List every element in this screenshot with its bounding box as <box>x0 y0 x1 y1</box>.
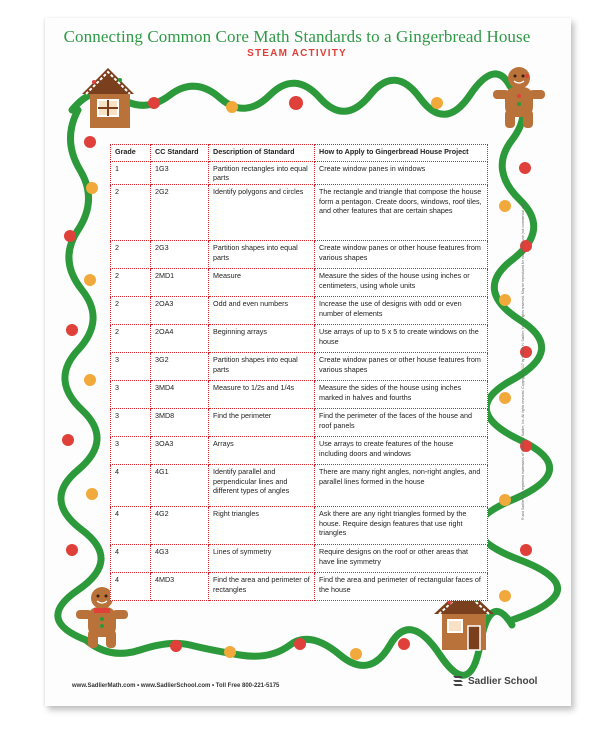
description-cell: Arrays <box>209 437 315 465</box>
standard-cell: 3MD4 <box>151 381 209 409</box>
table-row <box>111 465 488 507</box>
application-cell: Create window panes or other house features from various shapes <box>315 241 488 269</box>
grade-cell: 3 <box>111 437 151 465</box>
column-header-description: Description of Standard <box>209 145 315 162</box>
standard-cell: 4G3 <box>151 545 209 573</box>
grade-cell: 2 <box>111 297 151 325</box>
grade-cell: 3 <box>111 353 151 381</box>
standard-cell: 2OA4 <box>151 325 209 353</box>
sadlier-logo-icon <box>452 674 464 688</box>
application-cell: The rectangle and triangle that compose the house form a pentagon. Create doors, windows, roof tiles, and other features that are certain shapes <box>315 185 488 241</box>
application-cell: Use arrays of up to 5 x 5 to create windows on the house <box>315 325 488 353</box>
table-row <box>111 353 488 381</box>
description-cell: Find the area and perimeter of rectangles <box>209 573 315 601</box>
application-cell: Use arrays to create features of the house including doors and windows <box>315 437 488 465</box>
standard-cell: 3G2 <box>151 353 209 381</box>
standard-cell: 4MD3 <box>151 573 209 601</box>
table-row <box>111 381 488 409</box>
description-cell: Identify polygons and circles <box>209 185 315 241</box>
application-cell: Measure the sides of the house using inches marked in halves and fourths <box>315 381 488 409</box>
standard-cell: 4G2 <box>151 507 209 545</box>
grade-cell: 2 <box>111 325 151 353</box>
grade-cell: 4 <box>111 545 151 573</box>
standard-cell: 3OA3 <box>151 437 209 465</box>
application-cell: Measure the sides of the house using inches or centimeters, using whole units <box>315 269 488 297</box>
description-cell: Identify parallel and perpendicular lines and different types of angles <box>209 465 315 507</box>
standard-cell: 2MD1 <box>151 269 209 297</box>
garland-top <box>72 74 510 114</box>
garland-right <box>478 86 557 620</box>
table-row <box>111 507 488 545</box>
standard-cell: 1G3 <box>151 162 209 185</box>
description-cell: Measure to 1/2s and 1/4s <box>209 381 315 409</box>
standards-table <box>110 144 488 601</box>
application-cell: Increase the use of designs with odd or even number of elements <box>315 297 488 325</box>
page-title: Connecting Common Core Math Standards to a Gingerbread House <box>63 27 531 46</box>
description-cell: Beginning arrays <box>209 325 315 353</box>
description-cell: Odd and even numbers <box>209 297 315 325</box>
standard-cell: 2G2 <box>151 185 209 241</box>
standard-cell: 2G3 <box>151 241 209 269</box>
description-cell: Right triangles <box>209 507 315 545</box>
table-row <box>111 185 488 241</box>
application-cell: Ask there are any right triangles formed by the house. Require design features that use right triangles <box>315 507 488 545</box>
description-cell: Find the perimeter <box>209 409 315 437</box>
application-cell: Require designs on the roof or other areas that have line symmetry <box>315 545 488 573</box>
table-row <box>111 325 488 353</box>
footer-links: www.SadlierMath.com • www.SadlierSchool.com • Toll Free 800-221-5175 <box>72 683 280 689</box>
column-header-grade: Grade <box>111 145 151 162</box>
table-row <box>111 162 488 185</box>
standard-cell: 4G1 <box>151 465 209 507</box>
application-cell: Find the area and perimeter of rectangular faces of the house <box>315 573 488 601</box>
table-row <box>111 297 488 325</box>
grade-cell: 1 <box>111 162 151 185</box>
application-cell: Create window panes or other house features from various shapes <box>315 353 488 381</box>
description-cell: Measure <box>209 269 315 297</box>
description-cell: Lines of symmetry <box>209 545 315 573</box>
table-row <box>111 545 488 573</box>
table-row <box>111 241 488 269</box>
description-cell: Partition shapes into equal parts <box>209 353 315 381</box>
table-row <box>111 573 488 601</box>
grade-cell: 4 <box>111 573 151 601</box>
column-header-application: How to Apply to Gingerbread House Project <box>315 145 488 162</box>
table-header-row <box>111 145 488 162</box>
application-cell: There are many right angles, non-right angles, and parallel lines formed in the house <box>315 465 488 507</box>
grade-cell: 3 <box>111 409 151 437</box>
grade-cell: 4 <box>111 465 151 507</box>
table-row <box>111 409 488 437</box>
standard-cell: 2OA3 <box>151 297 209 325</box>
grade-cell: 2 <box>111 241 151 269</box>
legal-notice: ® and Sadlier® are registered trademarks of William H. Sadlier, Inc. All rights reserved. Copyright ©2017 by William H. Sadlier, Inc. All rights reserved. May be reproduced for educational use (not commercial use). <box>521 201 525 520</box>
grade-cell: 2 <box>111 269 151 297</box>
grade-cell: 3 <box>111 381 151 409</box>
table-row <box>111 437 488 465</box>
footer-brand: Sadlier School <box>468 676 538 687</box>
standard-cell: 3MD8 <box>151 409 209 437</box>
column-header-cc-standard: CC Standard <box>151 145 209 162</box>
grade-cell: 2 <box>111 185 151 241</box>
application-cell: Create window panes in windows <box>315 162 488 185</box>
table-row <box>111 269 488 297</box>
page-subtitle: STEAM ACTIVITY <box>247 48 347 59</box>
description-cell: Partition rectangles into equal parts <box>209 162 315 185</box>
grade-cell: 4 <box>111 507 151 545</box>
application-cell: Find the perimeter of the faces of the house and roof panels <box>315 409 488 437</box>
description-cell: Partition shapes into equal parts <box>209 241 315 269</box>
